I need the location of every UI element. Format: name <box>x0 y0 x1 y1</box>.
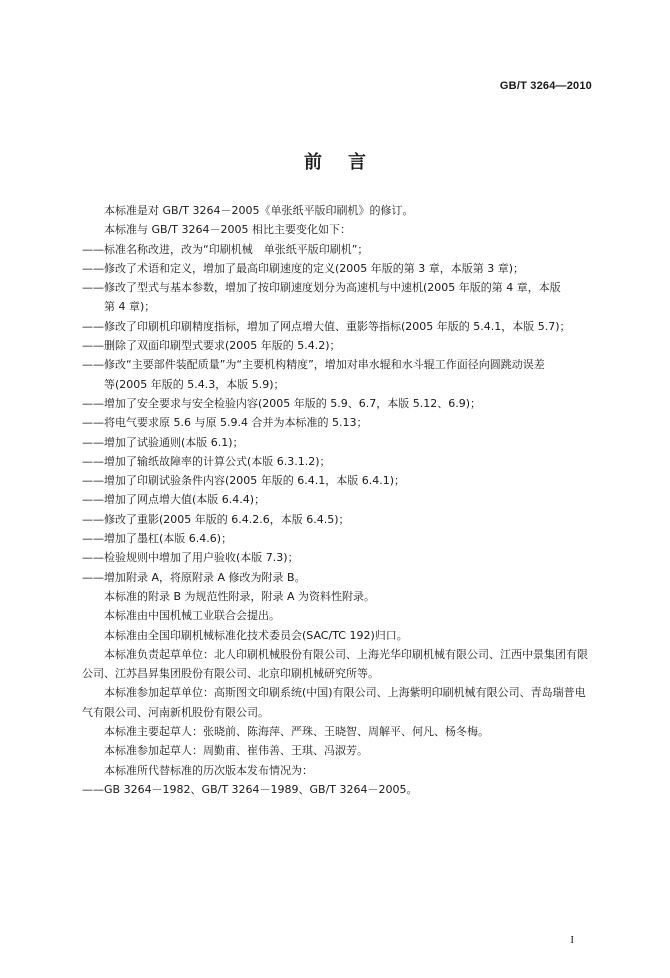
committee-statement: 本标准由全国印刷机械标准化技术委员会(SAC/TC 192)归口。 <box>104 628 408 642</box>
intro-paragraph-2: 本标准与 GB/T 3264－2005 相比主要变化如下： <box>104 223 351 237</box>
change-item: ——增加了安全要求与安全检验内容(2005 年版的 5.9、6.7，本版 5.12、6.9)； <box>82 396 482 410</box>
change-item: ——修改“主要部件装配质量”为“主要机构精度”，增加对串水辊和水斗辊工作面径向圆跳动误差 <box>82 358 545 372</box>
change-item: ——修改了重影(2005 年版的 6.4.2.6，本版 6.4.5)； <box>82 512 350 526</box>
main-drafters: 本标准主要起草人：张晓前、陈海萍、严珠、王晓智、周解平、何凡、杨冬梅。 <box>104 725 489 739</box>
drafting-units-participating: 本标准参加起草单位：高斯图文印刷系统(中国)有限公司、上海紫明印刷机械有限公司、青岛瑞普电气有限公司、河南新机股份有限公司。 <box>82 686 586 719</box>
change-item: ——修改了印刷机印刷精度指标，增加了网点增大值、重影等指标(2005 年版的 5.4.1，本版 5.7)； <box>82 319 571 333</box>
document-body <box>82 201 596 799</box>
change-item-continuation: 等(2005 年版的 5.4.3，本版 5.9)； <box>104 377 285 391</box>
change-item: ——修改了术语和定义，增加了最高印刷速度的定义(2005 年版的第 3 章，本版第 3 章)； <box>82 261 525 275</box>
page-title: 前言 <box>304 152 392 173</box>
change-item: ——增加了网点增大值(本版 6.4.4)； <box>82 493 266 507</box>
change-item: ——删除了双面印刷型式要求(2005 年版的 5.4.2)； <box>82 339 341 353</box>
intro-paragraph-1: 本标准是对 GB/T 3264－2005《单张纸平版印刷机》的修订。 <box>104 204 414 217</box>
change-item: ——增加了印刷试验条件内容(2005 年版的 6.4.1，本版 6.4.1)； <box>82 474 406 488</box>
change-item-continuation: 第 4 章)； <box>104 300 156 314</box>
change-item: ——增加了试验通则(本版 6.1)； <box>82 435 244 449</box>
change-item: ——修改了型式与基本参数，增加了按印刷速度划分为高速机与中速机(2005 年版的第 4 章，本版 <box>82 281 561 295</box>
page-number: I <box>570 934 574 946</box>
history-heading: 本标准所代替标准的历次版本发布情况为： <box>104 763 313 777</box>
drafting-units-responsible: 本标准负责起草单位：北人印刷机械股份有限公司、上海光华印刷机械有限公司、江西中景集团有限公司、江苏昌昇集团股份有限公司、北京印刷机械研究所等。 <box>82 647 588 681</box>
standard-code: GB/T 3264—2010 <box>499 80 592 92</box>
change-item: ——增加了输纸故障率的计算公式(本版 6.3.1.2)； <box>82 454 331 468</box>
change-item: ——检验规则中增加了用户验收(本版 7.3)； <box>82 551 299 565</box>
change-item: ——增加附录 A，将原附录 A 修改为附录 B。 <box>82 570 306 584</box>
history-list: ——GB 3264－1982、GB/T 3264－1989、GB/T 3264－2005。 <box>82 782 418 796</box>
change-item: ——将电气要求原 5.6 与原 5.9.4 合并为本标准的 5.13； <box>82 416 368 430</box>
change-item: ——增加了墨杠(本版 6.4.6)； <box>82 532 233 546</box>
participating-drafters: 本标准参加起草人：周勤甫、崔伟善、王琪、冯淑芳。 <box>104 744 368 758</box>
proposer-statement: 本标准由中国机械工业联合会提出。 <box>104 609 280 623</box>
annex-statement: 本标准的附录 B 为规范性附录，附录 A 为资料性附录。 <box>104 589 376 603</box>
change-item: ——标准名称改进，改为“印刷机械 单张纸平版印刷机”； <box>82 242 369 256</box>
